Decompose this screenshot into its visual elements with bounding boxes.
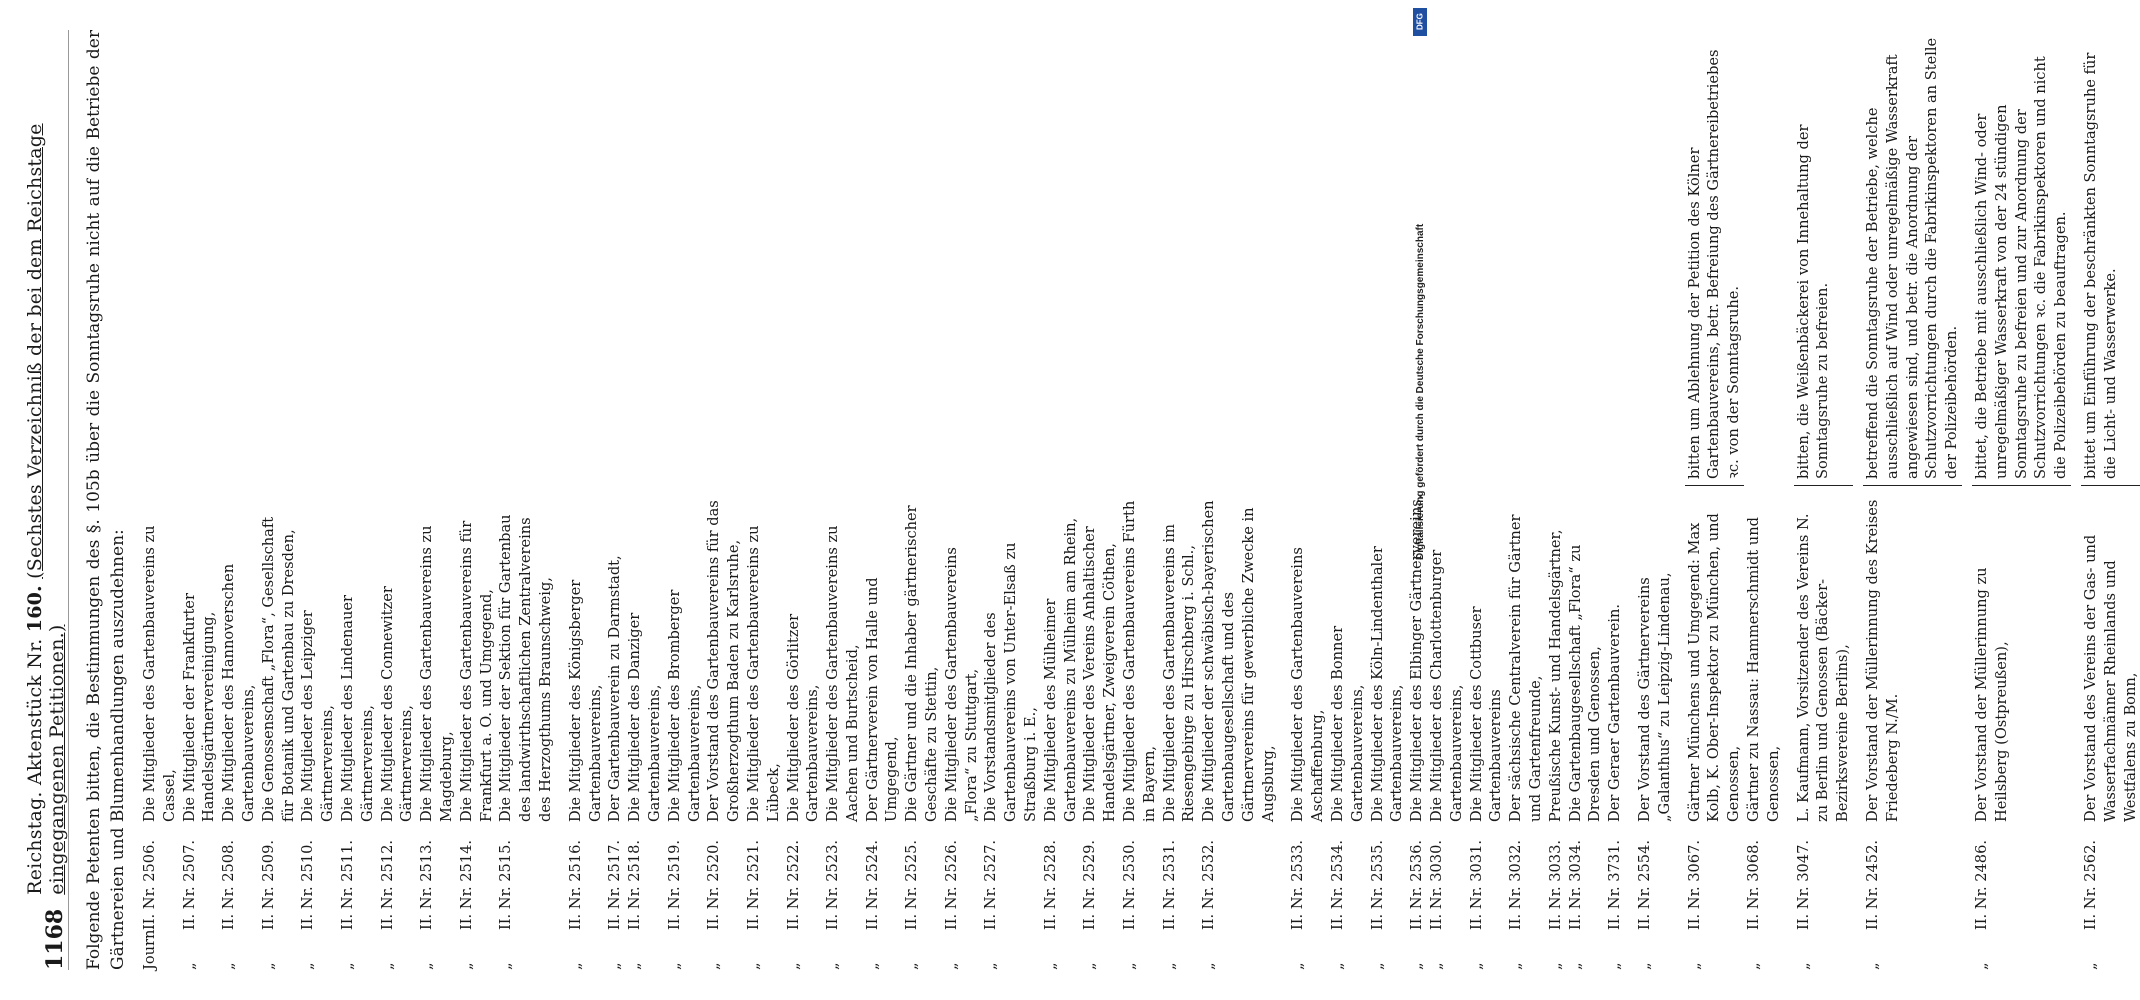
petition-request [1506,30,1546,478]
petition-reference: II. Nr. 2507. [180,839,198,930]
petitioner-name: Die Mitglieder der Sektion für Gartenbau des landwirthschaftlichen Zentralvereins des Herzogthums Braunschweig, [497,514,554,822]
petition-prefix: „ [1606,962,1624,970]
petition-prefix: „ [982,962,1000,970]
petition-prefix: „ [744,962,762,970]
petition-request [981,30,1040,478]
petition-reference: II. Nr. 2506. [141,839,158,930]
petitioner-name: Die Mitglieder der Frankfurter Handelsgärtnervereinigung, [180,593,218,822]
petition-reference: II. Nr. 2522. [784,839,802,930]
petition-prefix: „ [566,962,584,970]
petitioner-name: Die Gärtner und die Inhaber gärtnerischer Geschäfte zu Stettin, [903,505,941,822]
petition-request [665,30,705,478]
petition-row [625,30,665,970]
petition-reference: II. Nr. 2531. [1160,839,1178,930]
petition-reference: II. Nr. 3068. [1744,839,1762,930]
petition-request: bitten um Ablehnung der Petition des Kölner Gartenbauvereins, betr. Befreiung des Gärtnereibetriebes ꝛc. von der Sonntagsruhe. [1685,30,1744,486]
petition-row [784,30,824,970]
petition-request [1566,30,1606,478]
petition-prefix: „ [259,962,277,970]
petition-request: bittet, die Betriebe mit ausschließlich Wind- oder unregelmäßiger Wasserkraft von der 24 stündigen Sonntagsruhe zu befreien und zur Anordnung der Schutzvorrichtungen ꝛc. die Fabrikinspektoren und nicht die Polizeibehörden zu beauftragen. [1972,30,2071,486]
petitioner-name: Die Mitglieder des Gartenbauvereins zu Aachen und Burtscheid, [824,525,861,822]
petition-prefix: „ [1794,962,1812,970]
petition-request [417,30,457,478]
petition-row [1467,30,1507,970]
petition-row [180,30,220,970]
petition-reference: II. Nr. 2526. [942,839,960,930]
petitioner-name: Die Mitglieder des Gartenbauvereins im Riesengebirge zu Hirschberg i. Schl., [1160,523,1198,822]
petition-row [2081,30,2140,970]
petition-reference: II. Nr. 2524. [863,839,881,930]
petition-row [338,30,378,970]
petition-row [219,30,259,970]
page-number: 1168 [42,908,68,970]
petitioner-name: Die Vorstandsmitglieder des Gartenbauvereins von Unter-Elsaß zu Straßburg i. E., [982,542,1040,822]
petition-row [1506,30,1546,970]
petitioner-name: Der sächsische Centralverein für Gärtner und Gartenfreunde, [1507,514,1544,822]
petition-row [1863,30,1962,970]
petition-reference: II. Nr. 2523. [824,839,842,930]
petition-prefix: „ [1863,962,1881,970]
petitioner-name: Die Mitglieder des Görlitzer Gartenbauvereins, [784,613,822,822]
petitioner-name: Die Mitglieder des Charlottenburger Gartenbauvereins, [1428,549,1465,822]
petition-reference: II. Nr. 2509. [259,839,277,930]
petitioner-name: Die Mitglieder des Vereins Anhaltischer Handelsgärtner, Zweigverein Cöthen, [1081,526,1119,822]
petition-prefix: „ [457,962,475,970]
petition-reference: II. Nr. 2511. [338,839,356,930]
petition-prefix: „ [378,962,396,970]
petition-prefix: „ [1685,962,1703,970]
petitioner-name: Die Mitglieder des Bonner Gartenbauvereins, [1329,625,1366,822]
petition-prefix: „ [418,962,436,970]
petition-request [259,30,299,478]
petition-reference: II. Nr. 2513. [418,839,436,930]
petition-row [605,30,625,970]
petitioner-name: L. Kaufmann, Vorsitzender des Vereins N. zu Berlin und Genossen (Bäcker-Bezirksvereine Berlins), [1794,513,1852,822]
petition-request [1546,30,1566,478]
petition-reference: II. Nr. 3031. [1467,839,1485,930]
petition-row [704,30,744,970]
petition-reference: II. Nr. 2519. [665,839,683,930]
petition-reference: II. Nr. 2527. [982,839,1000,930]
petition-row [1288,30,1328,970]
petitioner-name: Die Mitglieder des Königsberger Gartenbauvereins, [566,579,604,822]
petitioner-name: Die Mitglieder des Leipziger Gärtnervereins, [299,610,337,822]
petition-prefix: „ [1744,962,1762,970]
digitization-note: Digitalisierung gefördert durch die Deutsche Forschungsgemeinschaft [1415,223,1426,560]
petition-request [863,30,903,478]
petition-request [1288,30,1328,478]
petition-request [1467,30,1507,478]
petitioner-name: Die Mitglieder des Connewitzer Gärtnervereins, [378,586,416,822]
petition-row [378,30,418,970]
petition-prefix: Journ. [141,924,158,970]
petition-reference: II. Nr. 2536. [1408,839,1426,930]
petition-reference: II. Nr. 3067. [1685,839,1703,930]
petition-row [1041,30,1081,970]
petitioner-name: Die Mitglieder des Mülheimer Gartenbauvereins zu Mülheim am Rhein, [1041,517,1079,822]
petition-reference: II. Nr. 3047. [1794,839,1812,930]
petition-prefix: „ [863,962,881,970]
petition-reference: II. Nr. 3032. [1507,839,1525,930]
petition-request [1635,30,1675,478]
petition-reference: II. Nr. 2514. [457,839,475,930]
petition-reference: II. Nr. 2532. [1200,839,1218,930]
petition-row [942,30,982,970]
petition-row [259,30,299,970]
page-header [24,30,69,970]
petition-reference: II. Nr. 2486. [1972,839,1990,930]
petition-request [823,30,863,478]
petition-prefix: „ [824,962,842,970]
petition-prefix: „ [705,962,723,970]
petition-row [140,30,180,970]
petition-prefix: „ [1200,962,1218,970]
petition-row [1368,30,1408,970]
petition-request [298,30,338,478]
petitioner-name: Die Mitglieder der schwäbisch-bayerischen Gartenbaugesellschaft und des Gärtnervereins für gewerbliche Zwecke in Augsburg, [1200,500,1277,822]
petition-row [1972,30,2071,970]
petitioner-name: Die Mitglieder des Gartenbauvereins zu Lübeck, [744,525,782,822]
petition-prefix: „ [1566,962,1584,970]
petition-prefix: „ [1121,962,1139,970]
petition-row [1120,30,1160,970]
petitioner-name: Der Vorstand der Müllerinnung des Kreises Friedeberg N./M. [1863,499,1901,822]
petition-prefix: „ [299,962,317,970]
petitioner-name: Die Mitglieder des Gartenbauvereins zu Cassel, [141,525,178,822]
petition-reference: II. Nr. 2516. [566,839,584,930]
petition-prefix: „ [606,962,624,970]
petitioner-name: Die Mitglieder des Bromberger Gartenbauvereins, [665,589,703,822]
petition-row [902,30,942,970]
petition-reference: II. Nr. 3030. [1428,839,1445,930]
petition-request [338,30,378,478]
petition-request: bittet um Einführung der beschränkten Sonntagsruhe für die Licht- und Wasserwerke. [2081,30,2140,486]
petition-prefix: „ [784,962,802,970]
petition-request [605,30,625,478]
petition-request [219,30,259,478]
petition-reference: II. Nr. 2518. [626,839,644,930]
petition-row [823,30,863,970]
petitioner-name: Die Mitglieder des Gartenbauvereins Fürth in Bayern, [1121,500,1158,822]
petition-request [784,30,824,478]
petition-prefix: „ [1546,962,1564,970]
petitioner-name: Die Mitglieder des Gartenbauvereins Aschaffenburg, [1289,547,1327,822]
petition-reference: II. Nr. 2533. [1289,839,1307,930]
petition-prefix: „ [338,962,356,970]
petition-prefix: „ [665,962,683,970]
petition-row [863,30,903,970]
petition-reference: II. Nr. 2525. [903,839,921,930]
petition-row [1635,30,1675,970]
petition-row [665,30,705,970]
petition-request [1160,30,1200,478]
petition-request [140,30,180,478]
petition-prefix: „ [2081,962,2099,970]
petitioner-name: Die Mitglieder des Danziger Gartenbauvereins, [626,612,663,822]
petition-row [1160,30,1200,970]
petitioner-name: Die Gartenbaugesellschaft „Flora“ zu Dresden und Genossen, [1566,544,1604,822]
petition-prefix: „ [1972,962,1990,970]
petition-reference: II. Nr. 2521. [744,839,762,930]
petition-reference: II. Nr. 3731. [1606,839,1624,930]
petition-prefix: „ [220,962,238,970]
petition-request [1080,30,1120,478]
petition-row [1685,30,1744,970]
petition-row [1427,30,1467,970]
petition-row [744,30,784,970]
petition-request [744,30,784,478]
petition-row [1546,30,1566,970]
petition-prefix: „ [1081,962,1099,970]
petition-row [457,30,497,970]
header-title-prefix: Reichstag. Aktenstück Nr. [24,638,46,895]
petition-request [496,30,555,478]
petition-reference: II. Nr. 2452. [1863,839,1881,930]
petitioner-name: Der Vorstand des Gärtnervereins „Galanthus“ zu Leipzig-Lindenau, [1635,572,1673,822]
petition-request [1041,30,1081,478]
petition-request [1199,30,1278,478]
petitioner-name: Die Mitglieder des Gartenbauvereins „Flora“ zu Stuttgart, [942,547,980,822]
petition-request [457,30,497,478]
petition-row [1605,30,1625,970]
petition-prefix: „ [1507,962,1525,970]
petition-reference: II. Nr. 3033. [1546,839,1564,930]
petition-row [417,30,457,970]
petition-prefix: „ [903,962,921,970]
petition-prefix: „ [1329,962,1347,970]
petitioner-name: Der Vorstand des Vereins der Gas- und Wasserfachmänner Rheinlands und Westfalens zu Bonn, [2081,534,2139,822]
petition-prefix: „ [180,962,198,970]
petition-reference: II. Nr. 2515. [497,839,515,930]
petition-request [1368,30,1408,478]
petition-reference: II. Nr. 3034. [1566,839,1584,930]
petitioner-name: Die Genossenschaft „Flora“, Gesellschaft für Botanik und Gartenbau zu Dresden, [259,516,297,822]
petition-prefix: „ [1428,962,1445,970]
petition-reference: II. Nr. 2529. [1081,839,1099,930]
petition-row [1566,30,1606,970]
petition-request [566,30,606,478]
petition-prefix: „ [1635,962,1653,970]
petition-row [566,30,606,970]
petitioner-name: Der Gartenbauverein zu Darmstadt, [606,555,624,822]
petition-request [902,30,942,478]
petition-request [1328,30,1368,478]
header-title-suffix: (Sechstes Verzeichniß der bei dem Reichstage eingegangenen Petitionen.) [24,123,68,895]
petitioner-name: Gärtner Münchens und Umgegend: Max Kolb, K. Ober-Inspektor zu München, und Genossen, [1685,513,1743,822]
petitioner-name: Der Gärtnerverein von Halle und Umgegend, [863,577,901,822]
petition-reference: II. Nr. 2554. [1635,839,1653,930]
petition-reference: II. Nr. 2534. [1329,839,1347,930]
petition-row [298,30,338,970]
dfg-logo: DFG [1413,8,1427,36]
petition-prefix: „ [1041,962,1059,970]
petition-prefix: „ [1368,962,1386,970]
petition-prefix: „ [1289,962,1307,970]
petition-reference: II. Nr. 2528. [1041,839,1059,930]
petition-prefix: „ [1467,962,1485,970]
petitioner-name: Die Mitglieder des Gartenbauvereins zu Magdeburg, [418,525,455,822]
petition-request [625,30,665,478]
petitioner-name: Die Mitglieder des Köln-Lindenthaler Gartenbauvereins, [1368,546,1406,822]
petitioner-name: Preußische Kunst- und Handelsgärtner, [1546,529,1564,822]
petitioner-name: Der Vorstand des Gartenbauvereins für das Großherzogthum Baden zu Karlsruhe, [705,500,743,822]
petition-prefix: „ [1408,962,1426,970]
petitioner-name: Gärtner zu Nassau: Hammerschmidt und Genossen, [1744,517,1782,822]
petition-reference: II. Nr. 2517. [606,839,624,930]
aktenstueck-number: 160. [24,585,46,633]
petition-reference: II. Nr. 2508. [220,839,238,930]
petitioner-name: Die Mitglieder des Gartenbauvereins für Frankfurt a. O. und Umgegend, [457,520,495,822]
petition-prefix: „ [626,962,644,970]
petitioner-name: Der Vorstand der Müllerinnung zu Heilsberg (Ostpreußen), [1972,567,2010,822]
petition-row [496,30,555,970]
petition-request [1605,30,1625,478]
petition-row [1328,30,1368,970]
petition-row [981,30,1040,970]
intro-paragraph: Folgende Petenten bitten, die Bestimmungen des §. 105b über die Sonntagsruhe nicht auf die Betriebe der Gärtnereien und Blumenhandlungen auszudehnen: [84,30,128,970]
petition-request [180,30,220,478]
petitioner-name: Die Mitglieder des Cottbuser Gartenbauvereins [1467,606,1505,822]
petition-prefix: „ [1160,962,1178,970]
petitioner-name: Die Mitglieder des Elbinger Gärtnervereins, [1408,494,1426,822]
petition-request [378,30,418,478]
petition-request: bitten, die Weißenbäckerei von Innehaltung der Sonntagsruhe zu befreien. [1794,30,1853,486]
petition-prefix: „ [942,962,960,970]
petition-reference: II. Nr. 2512. [378,839,396,930]
petition-reference: II. Nr. 2535. [1368,839,1386,930]
petitioner-name: Die Mitglieder des Hannoverschen Gartenbauvereins, [220,563,257,822]
petition-request [1427,30,1467,478]
petition-request [704,30,744,478]
petition-reference: II. Nr. 2520. [705,839,723,930]
petitioner-name: Die Mitglieder des Lindenauer Gärtnervereins, [338,595,376,822]
petition-prefix: „ [497,962,515,970]
petition-reference: II. Nr. 2510. [299,839,317,930]
petition-request [1744,30,1784,478]
petition-row [1794,30,1853,970]
petitioner-name: Der Geraer Gartenbauverein. [1606,603,1624,822]
petition-row [1744,30,1784,970]
petition-request [1120,30,1160,478]
petition-row [1199,30,1278,970]
petition-request: betreffend die Sonntagsruhe der Betriebe, welche ausschließlich auf Wind oder unregelmäßige Wasserkraft angewiesen sind, und betr. die Anordnung der Schutzvorrichtungen durch die Fabrikinspektoren an Stelle der Polizeibehörden. [1863,30,1962,486]
petition-reference: II. Nr. 2530. [1121,839,1139,930]
petition-reference: II. Nr. 2562. [2081,839,2099,930]
petition-request [942,30,982,478]
petition-list [140,30,2140,970]
petition-row [1080,30,1120,970]
header-title [24,30,68,895]
